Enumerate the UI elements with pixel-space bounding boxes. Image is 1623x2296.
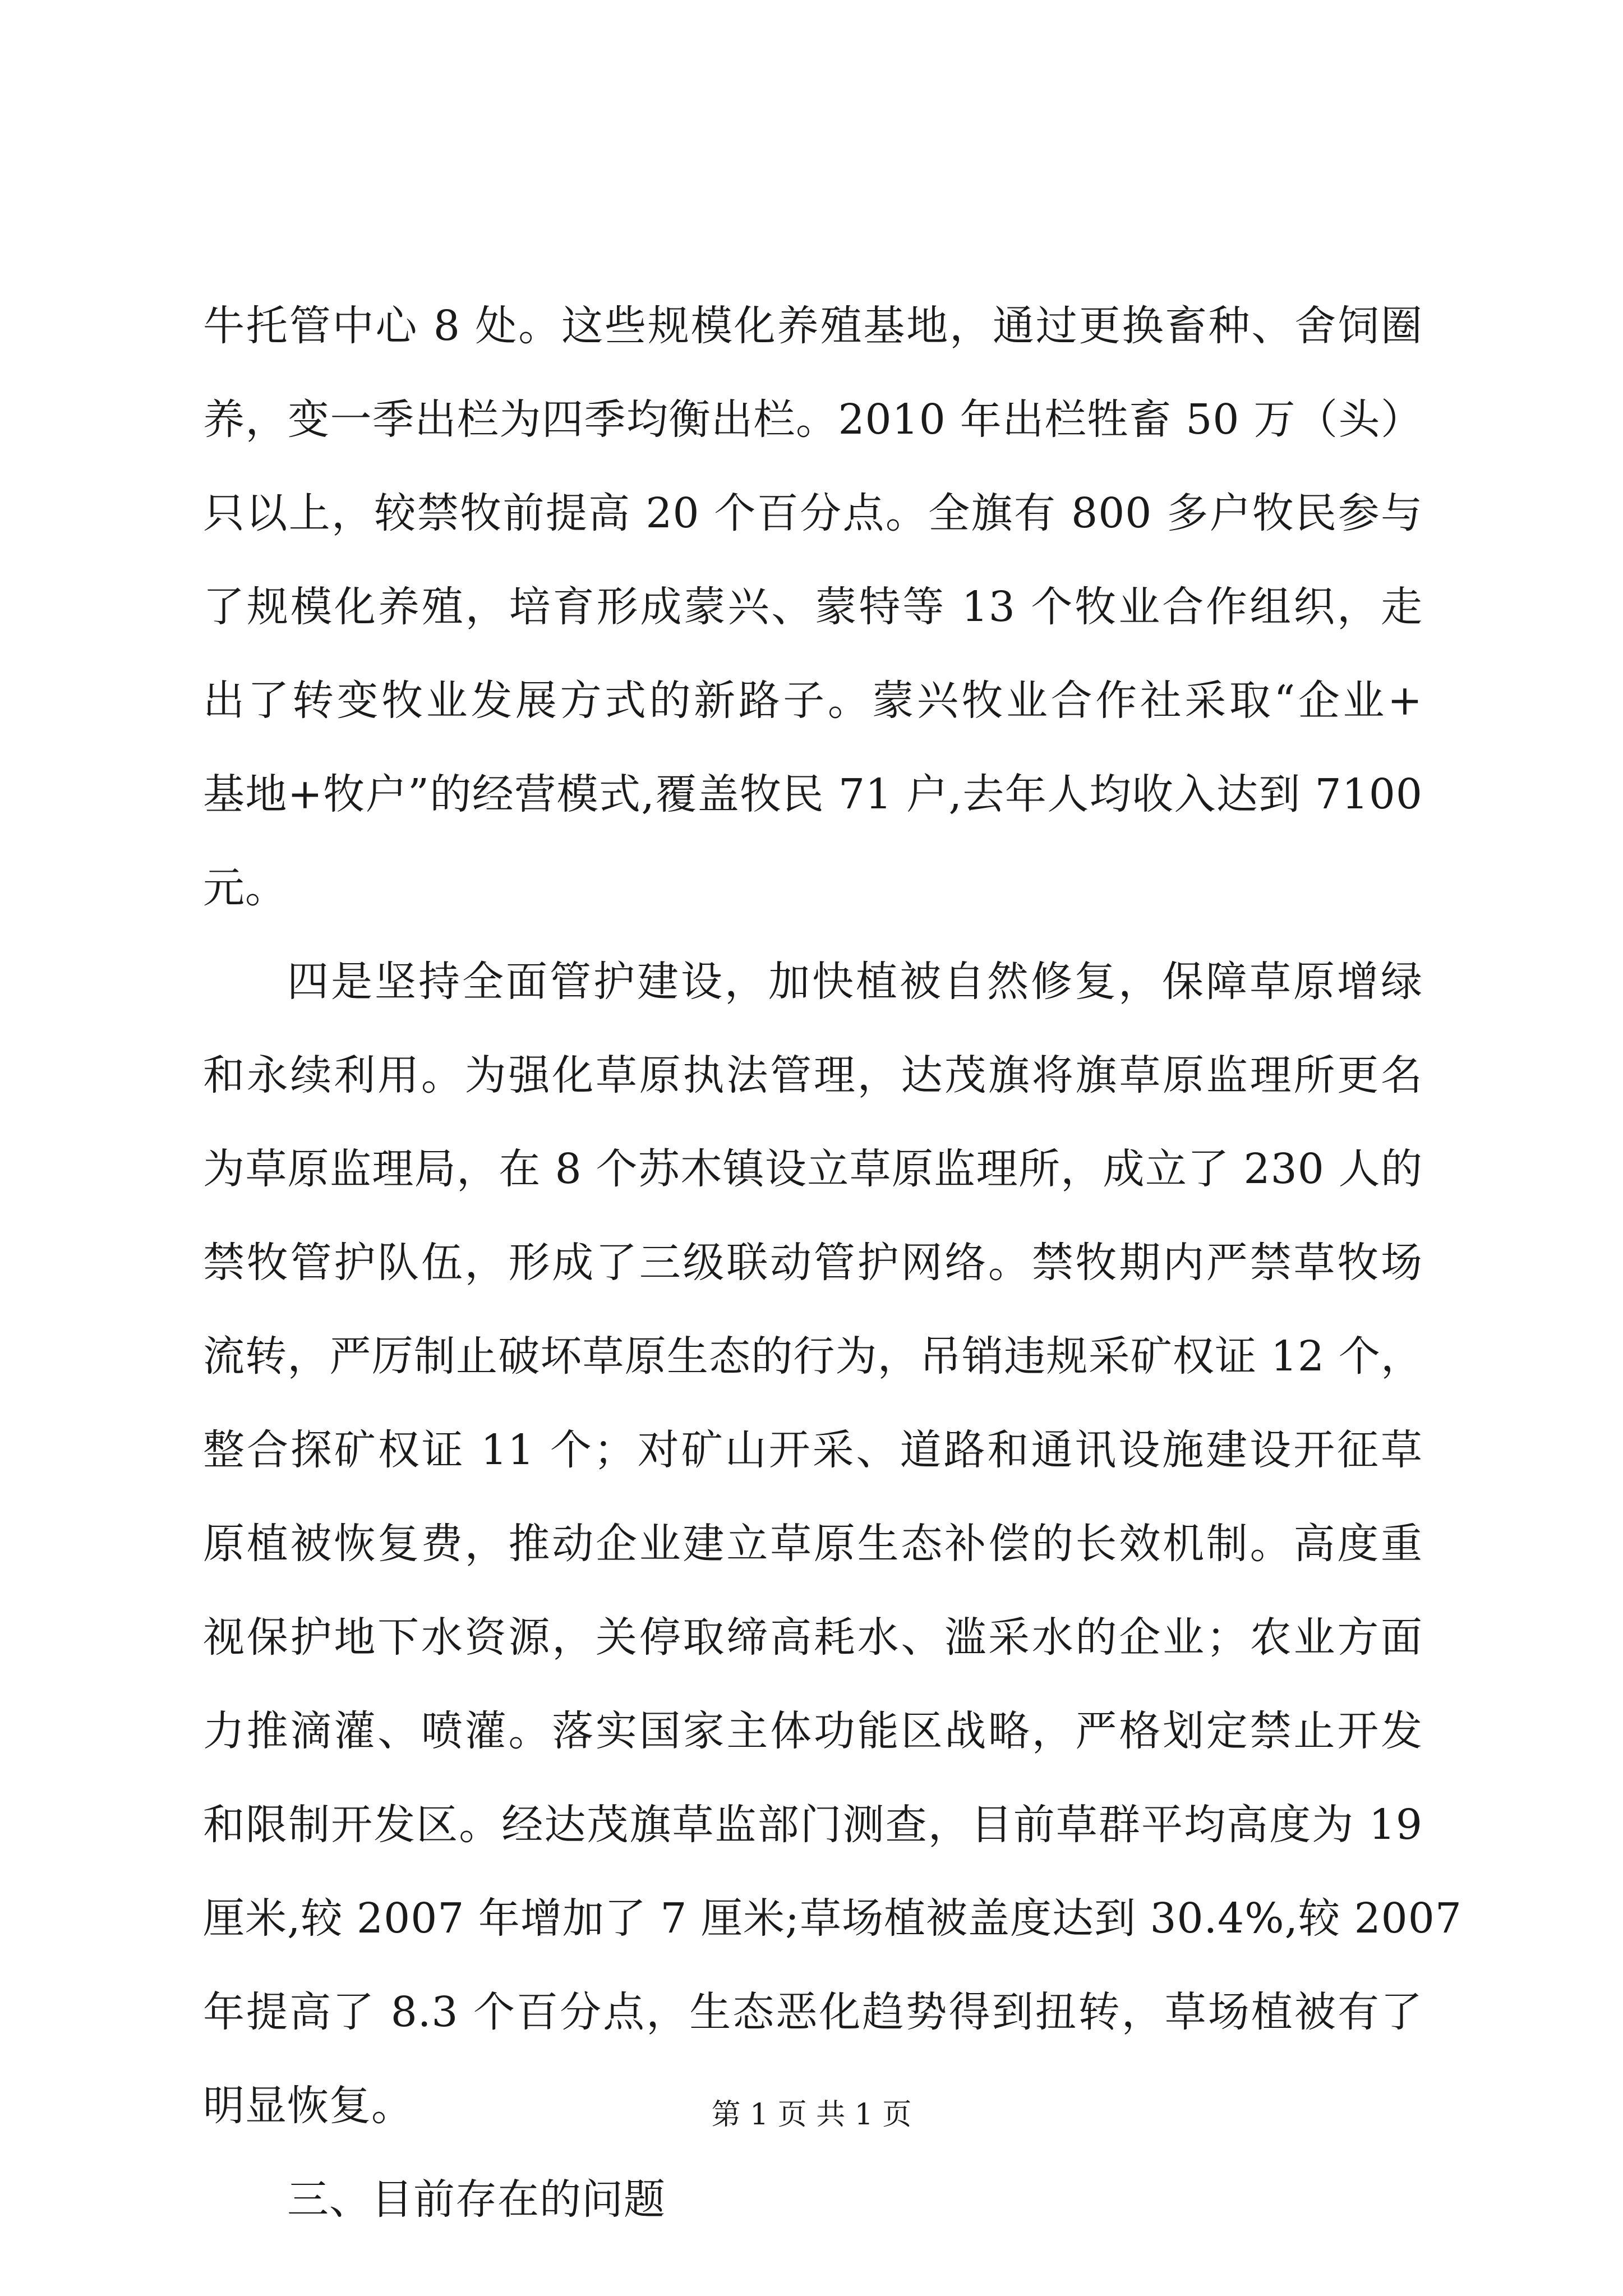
text-line: 牛托管中心 8 处。这些规模化养殖基地，通过更换畜种、舍饲圈 xyxy=(203,302,1423,350)
text-line: 和永续利用。为强化草原执法管理，达茂旗将旗草原监理所更名 xyxy=(203,1051,1423,1099)
text-line: 禁牧管护队伍，形成了三级联动管护网络。禁牧期内严禁草牧场 xyxy=(203,1239,1423,1287)
text-line: 和限制开发区。经达茂旗草监部门测查，目前草群平均高度为 19 xyxy=(203,1801,1423,1849)
text-line: 整合探矿权证 11 个；对矿山开采、道路和通讯设施建设开征草 xyxy=(203,1426,1423,1474)
text-line: 视保护地下水资源，关停取缔高耗水、滥采水的企业；农业方面 xyxy=(203,1613,1423,1662)
text-line: 为草原监理局，在 8 个苏木镇设立草原监理所，成立了 230 人的 xyxy=(203,1145,1423,1193)
text-line: 流转，严厉制止破坏草原生态的行为，吊销违规采矿权证 12 个， xyxy=(203,1332,1423,1381)
paragraph-first-line: 四是坚持全面管护建设，加快植被自然修复，保障草原增绿 xyxy=(287,958,1423,1006)
text-line: 原植被恢复费，推动企业建立草原生态补偿的长效机制。高度重 xyxy=(203,1520,1423,1568)
text-line: 力推滴灌、喷灌。落实国家主体功能区战略，严格划定禁止开发 xyxy=(203,1707,1423,1755)
text-line: 明显恢复。 xyxy=(203,2082,413,2130)
text-line: 元。 xyxy=(203,864,287,912)
text-line: 了规模化养殖，培育形成蒙兴、蒙特等 13 个牧业合作组织，走 xyxy=(203,583,1423,631)
document-body xyxy=(203,279,1462,2247)
text-line: 养，变一季出栏为四季均衡出栏。2010 年出栏牲畜 50 万（头） xyxy=(203,395,1423,444)
page-footer: 第 1 页 共 1 页 xyxy=(711,2098,912,2132)
text-line: 厘米,较 2007 年增加了 7 厘米;草场植被盖度达到 30.4%,较 2007 xyxy=(203,1894,1462,1943)
text-line: 只以上，较禁牧前提高 20 个百分点。全旗有 800 多户牧民参与 xyxy=(203,489,1423,537)
section-heading: 三、目前存在的问题 xyxy=(287,2175,666,2224)
text-line: 出了转变牧业发展方式的新路子。蒙兴牧业合作社采取“企业+ xyxy=(203,677,1423,725)
text-line: 基地+牧户”的经营模式,覆盖牧民 71 户,去年人均收入达到 7100 xyxy=(203,770,1423,818)
text-line: 年提高了 8.3 个百分点，生态恶化趋势得到扭转，草场植被有了 xyxy=(203,1988,1423,2036)
